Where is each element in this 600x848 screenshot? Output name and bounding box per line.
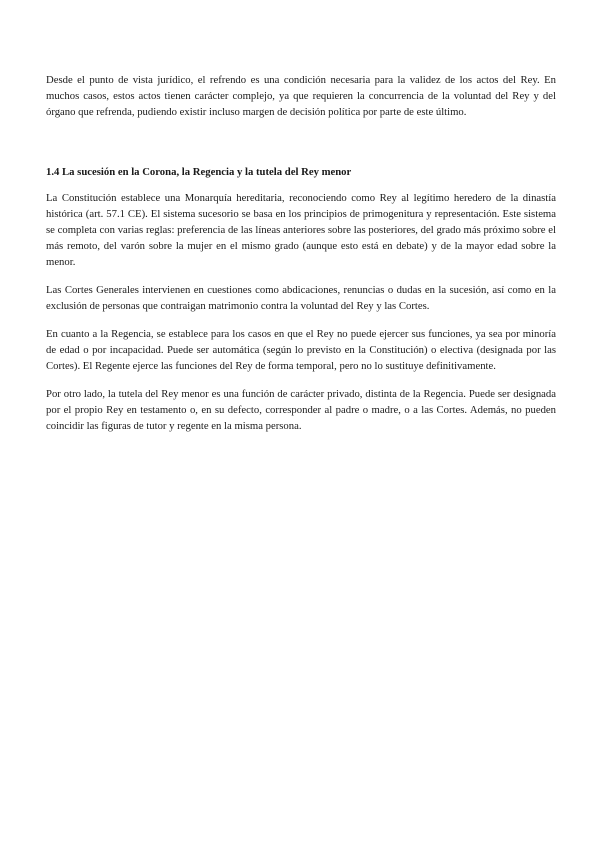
paragraph-cortes: Las Cortes Generales intervienen en cuestiones como abdicaciones, renuncias o dudas en la sucesión, así como en la exclusión de personas que contraigan matrimonio contra la voluntad del Rey y las Cortes.	[46, 284, 556, 312]
heading-spacer	[46, 180, 556, 190]
intro-paragraph: Desde el punto de vista jurídico, el refrendo es una condición necesaria para la validez de los actos del Rey. En muchos casos, estos actos tienen carácter complejo, ya que requieren la concurrencia de la voluntad del Rey y del órgano que refrenda, pudiendo existir incluso margen de decisión política por parte de este último.	[46, 74, 556, 118]
paragraph-spacer	[46, 314, 556, 326]
section-heading: 1.4 La sucesión en la Corona, la Regencia y la tutela del Rey menor	[46, 166, 352, 178]
section-spacer	[46, 120, 556, 164]
paragraph-tutela: Por otro lado, la tutela del Rey menor es una función de carácter privado, distinta de la Regencia. Puede ser designada por el propio Rey en testamento o, en su defecto, corresponder al padre o madre, o a las Cortes. Además, no pueden coincidir las figuras de tutor y regente en la misma persona.	[46, 388, 556, 432]
paragraph-spacer	[46, 374, 556, 386]
document-page	[46, 72, 556, 434]
paragraph-regencia: En cuanto a la Regencia, se establece para los casos en que el Rey no puede ejercer sus funciones, ya sea por minoría de edad o por incapacidad. Puede ser automática (según lo previsto en la Constitución) o electiva (designada por las Cortes). El Regente ejerce las funciones del Rey de forma temporal, pero no lo sustituye definitivamente.	[46, 328, 556, 372]
paragraph-spacer	[46, 270, 556, 282]
paragraph-succession: La Constitución establece una Monarquía hereditaria, reconociendo como Rey al legítimo heredero de la dinastía histórica (art. 57.1 CE). El sistema sucesorio se basa en los principios de primogenitura y representación. Este sistema se completa con varias reglas: preferencia de las líneas anteriores sobre las posteriores, del grado más próximo sobre el más remoto, del varón sobre la mujer en el mismo grado (aunque esto está en debate) y de la mayor edad sobre la menor.	[46, 192, 556, 268]
